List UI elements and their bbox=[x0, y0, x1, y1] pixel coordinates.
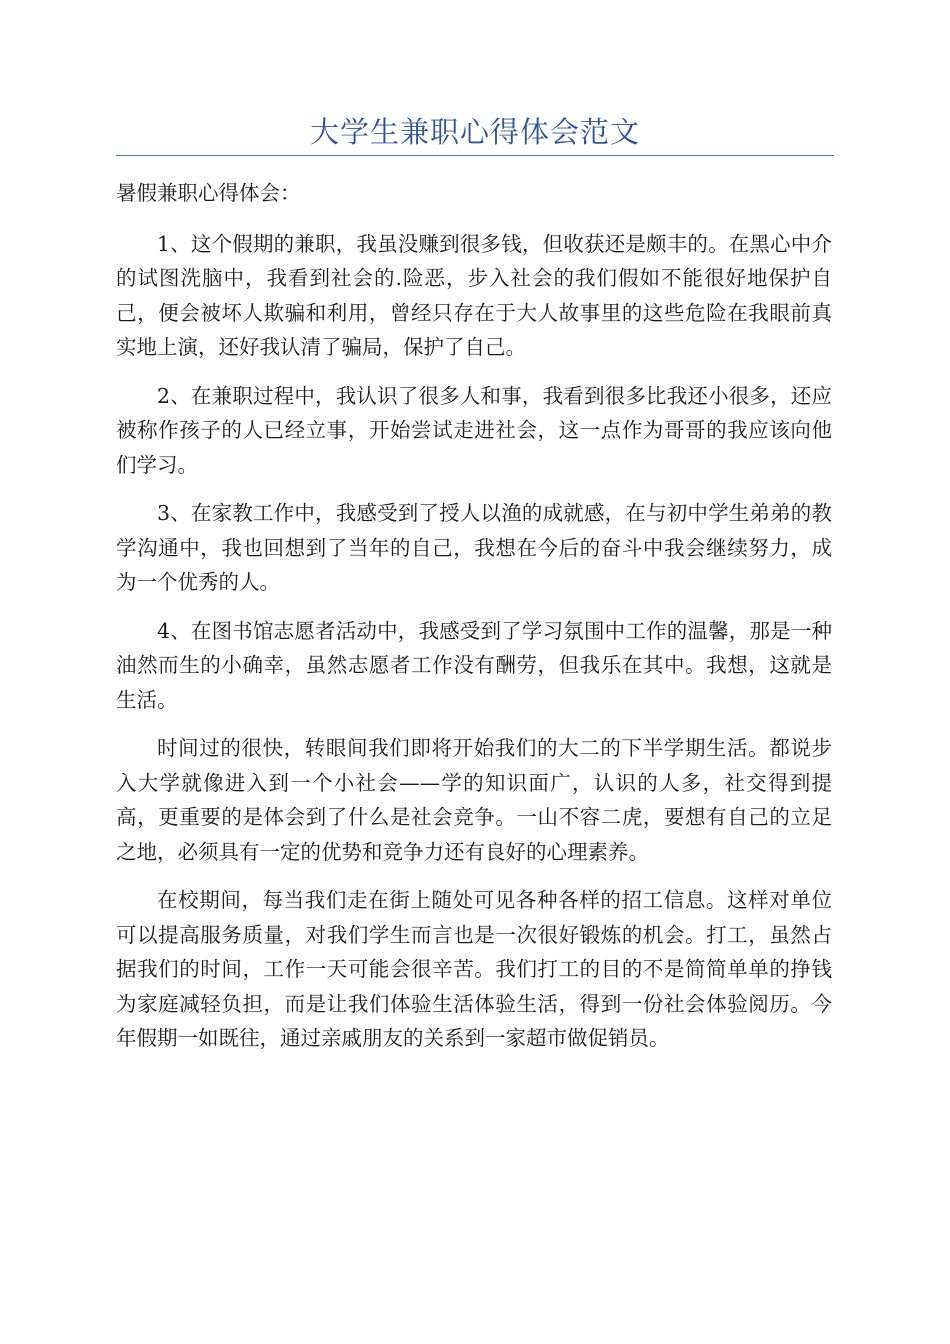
paragraph-5: 时间过的很快，转眼间我们即将开始我们的大二的下半学期生活。都说步入大学就像进入到一个小社会——学的知识面广，认识的人多，社交得到提高，更重要的是体会到了什么是社会竞争。一山不容二虎，要想有自己的立足之地，必须具有一定的优势和竞争力还有良好的心理素养。 bbox=[116, 736, 832, 864]
document-body bbox=[116, 176, 832, 1070]
paragraph-3: 3、在家教工作中，我感受到了授人以渔的成就感，在与初中学生弟弟的教学沟通中，我也回想到了当年的自己，我想在今后的奋斗中我会继续努力，成为一个优秀的人。 bbox=[116, 501, 832, 594]
paragraph-4: 4、在图书馆志愿者活动中，我感受到了学习氛围中工作的温馨，那是一种油然而生的小确幸，虽然志愿者工作没有酬劳，但我乐在其中。我想，这就是生活。 bbox=[116, 618, 832, 712]
document-title: 大学生兼职心得体会范文 bbox=[309, 115, 640, 149]
paragraph-2: 2、在兼职过程中，我认识了很多人和事，我看到很多比我还小很多，还应被称作孩子的人已经立事，开始尝试走进社会，这一点作为哥哥的我应该向他们学习。 bbox=[116, 383, 832, 477]
section-heading: 暑假兼职心得体会： bbox=[116, 181, 301, 205]
paragraph-6: 在校期间，每当我们走在街上随处可见各种各样的招工信息。这样对单位可以提高服务质量，对我们学生而言也是一次很好锻炼的机会。打工，虽然占据我们的时间，工作一天可能会很辛苦。我们打工的目的不是简简单单的挣钱为家庭减轻负担，而是让我们体验生活体验生活，得到一份社会体验阅历。今年假期一如既往，通过亲戚朋友的关系到一家超市做促销员。 bbox=[116, 888, 832, 1050]
paragraph-1: 1、这个假期的兼职，我虽没赚到很多钱，但收获还是颇丰的。在黑心中介的试图洗脑中，我看到社会的.险恶，步入社会的我们假如不能很好地保护自己，便会被坏人欺骗和利用，曾经只存在于大人故事里的这些危险在我眼前真实地上演，还好我认清了骗局，保护了自己。 bbox=[116, 231, 832, 359]
title-underline bbox=[116, 155, 834, 156]
